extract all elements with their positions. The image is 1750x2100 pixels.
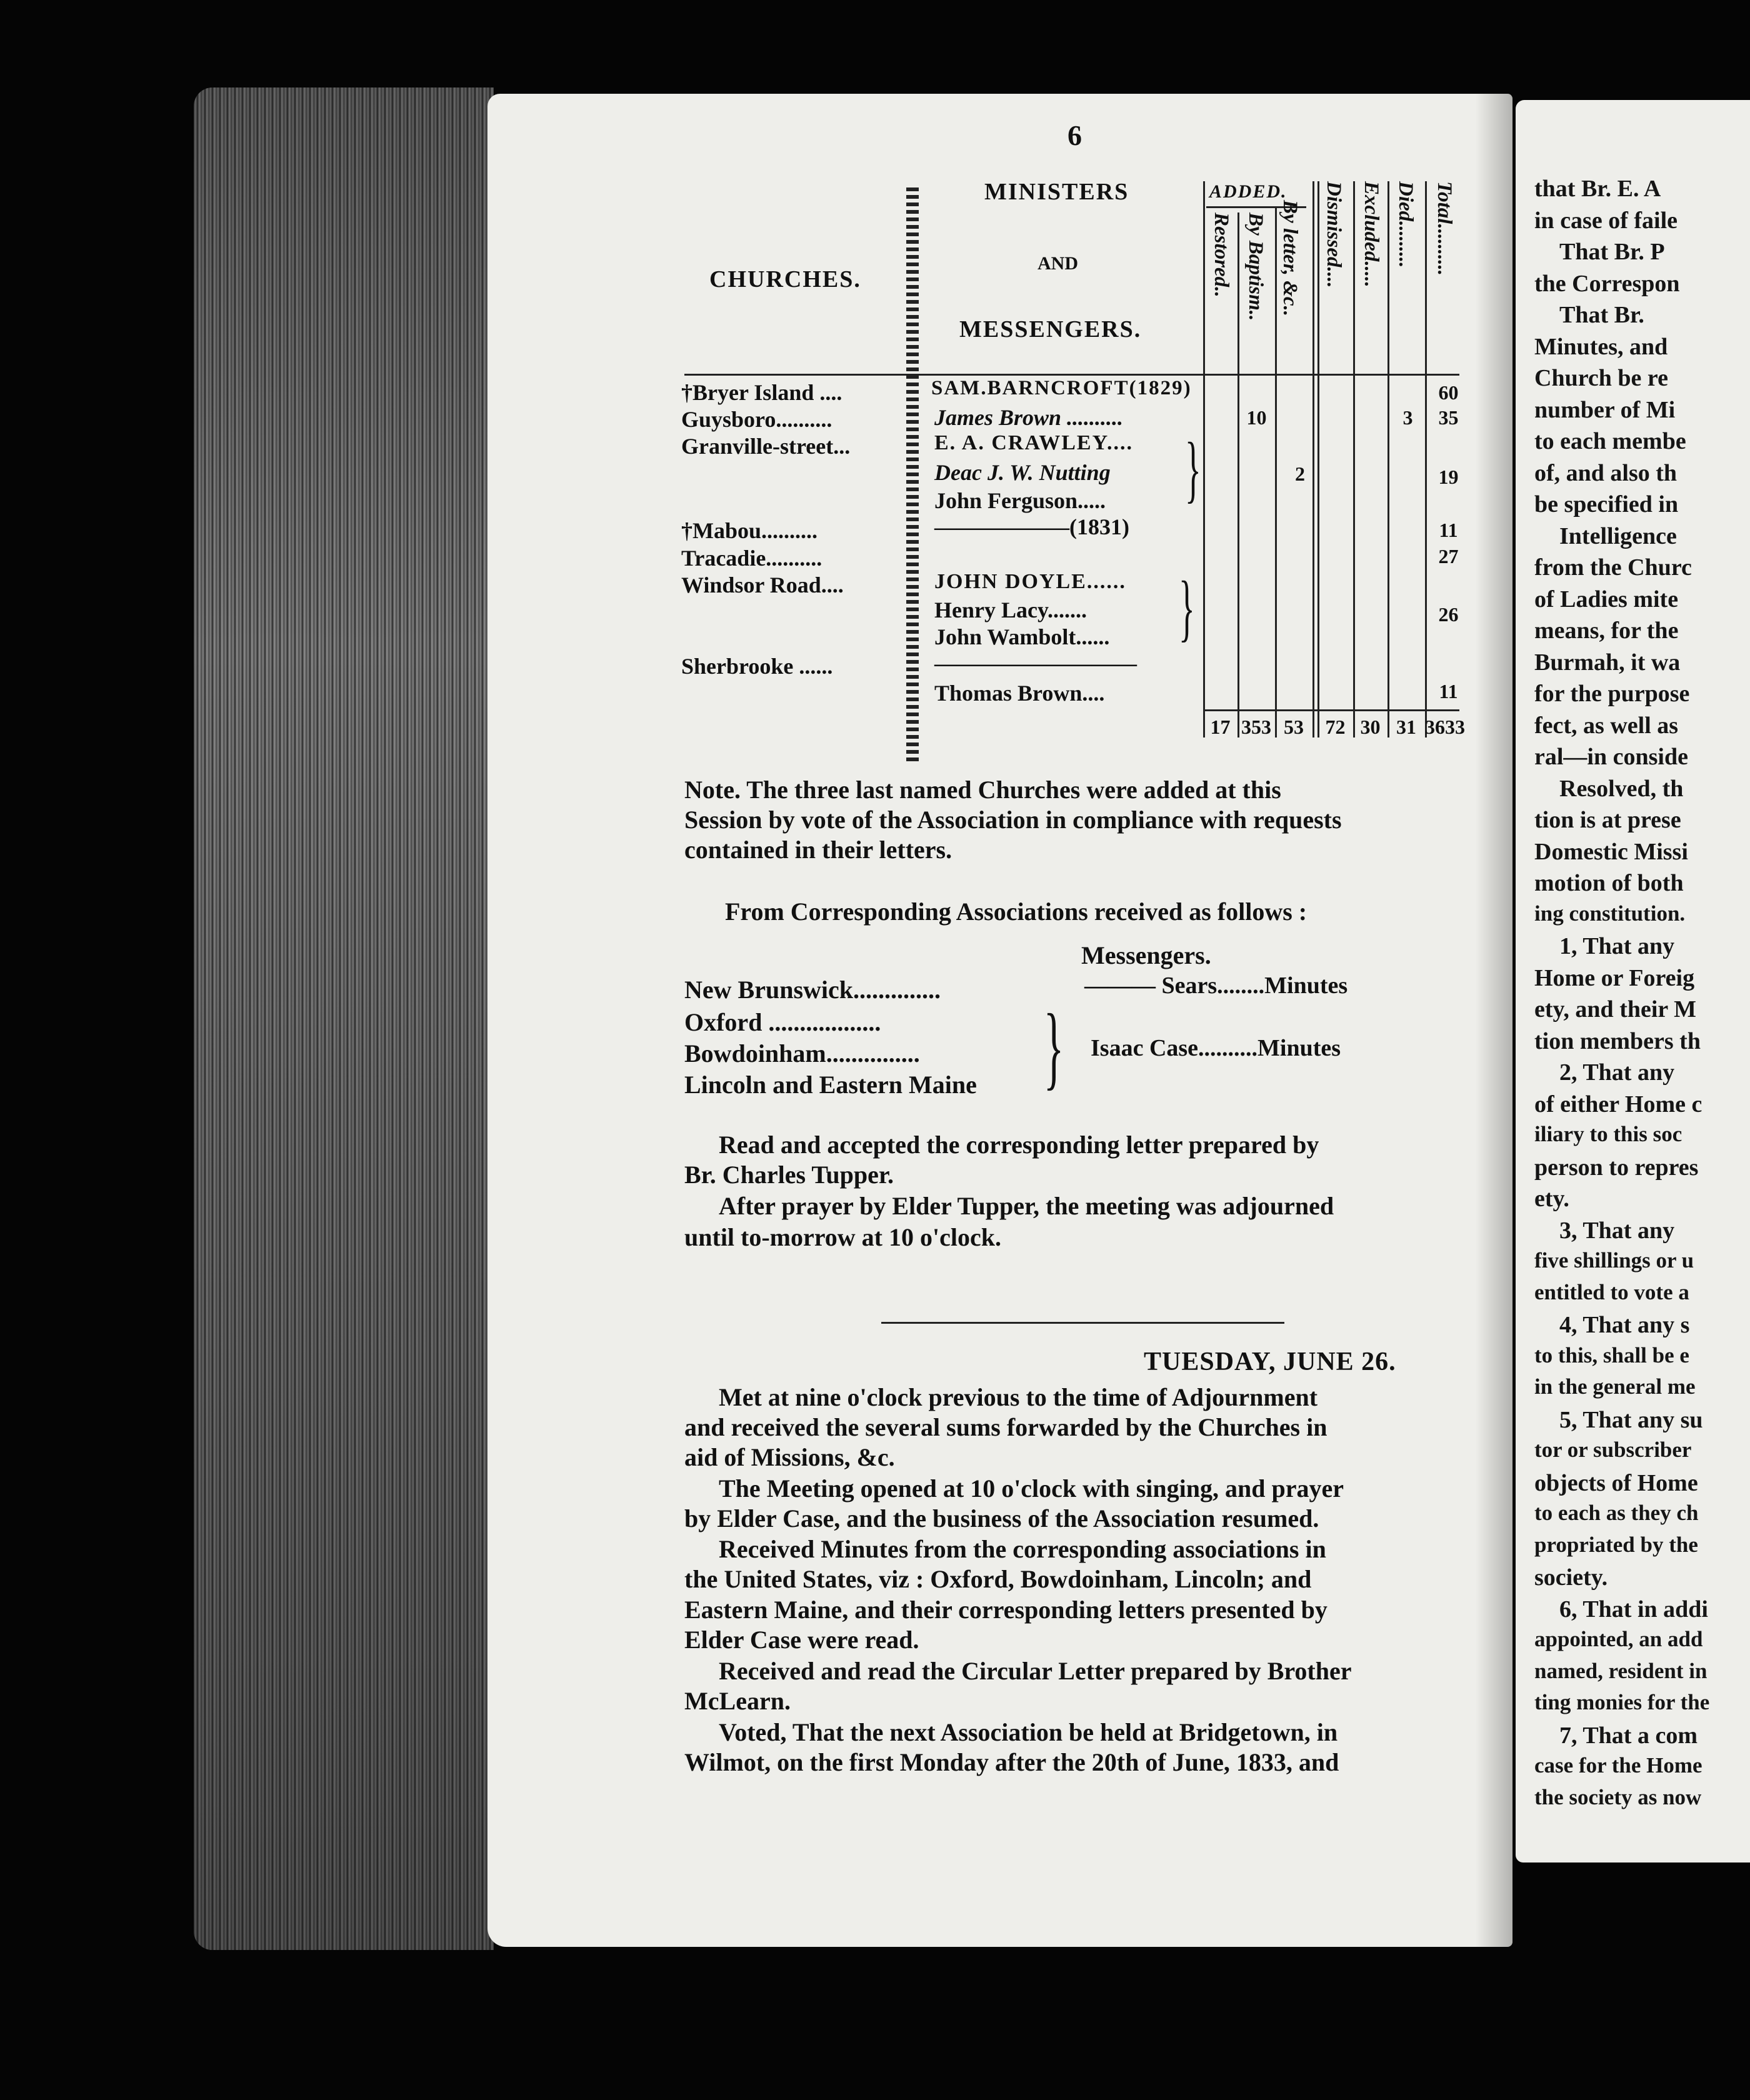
association-name: Bowdoinham............... [684, 1039, 920, 1068]
total-excluded: 30 [1360, 716, 1381, 738]
table-row-church: †Bryer Island .... [681, 380, 842, 405]
right-page-line: means, for the [1534, 618, 1679, 644]
right-page-line: number of Mi [1534, 396, 1676, 423]
total-header: Total.......... [1433, 181, 1456, 276]
row-brace: } [1178, 566, 1195, 649]
table-row-church: Sherbrooke ...... [681, 654, 833, 679]
right-page-line: the society as now [1534, 1784, 1702, 1809]
right-page-line: ting monies for the [1534, 1690, 1710, 1714]
total-baptism: 353 [1241, 716, 1271, 738]
totals-rule [1203, 709, 1459, 711]
paragraph-line: Br. Charles Tupper. [684, 1161, 894, 1189]
col-rule [1388, 181, 1389, 738]
page-number: 6 [1068, 119, 1082, 151]
col-rule [1318, 181, 1319, 738]
right-page-line: from the Churc [1534, 554, 1692, 581]
paragraph-line: Eastern Maine, and their corresponding letters presented by [684, 1596, 1328, 1624]
paragraph-line: Voted, That the next Association be held at Bridgetown, in [719, 1718, 1338, 1746]
table-row-baptism: 10 [1246, 406, 1267, 429]
right-page-line: Intelligence [1559, 522, 1677, 549]
table-row-minister: John Wambolt...... [934, 624, 1110, 649]
table-row-minister: James Brown .......... [934, 405, 1124, 430]
right-page-line: to each as they ch [1534, 1501, 1699, 1525]
paragraph-line: aid of Missions, &c. [684, 1443, 895, 1471]
paragraph-line: Met at nine o'clock previous to the time of Adjournment [719, 1383, 1318, 1411]
right-page-line: entitled to vote a [1534, 1279, 1689, 1304]
paragraph-line: Received Minutes from the corresponding associations in [719, 1535, 1326, 1563]
right-page [1516, 100, 1750, 1862]
added-header: ADDED. [1209, 181, 1288, 202]
right-page-line: case for the Home [1534, 1753, 1702, 1778]
note-line: contained in their letters. [684, 836, 952, 864]
table-row-minister: SAM.BARNCROFT(1829) [931, 377, 1192, 399]
dismissed-header: Dismissed.... [1322, 181, 1345, 288]
col-rule [1238, 212, 1239, 738]
column-divider-wavy [906, 188, 919, 762]
right-page-line: 2, That any [1559, 1059, 1675, 1086]
by-letter-header: By letter, &c.. [1279, 200, 1301, 317]
right-page-line: objects of Home [1534, 1469, 1698, 1496]
restored-header: Restored.. [1210, 212, 1232, 298]
right-page-line: That Br. [1559, 302, 1644, 328]
right-page-line: propriated by the [1534, 1532, 1698, 1557]
total-died: 31 [1396, 716, 1416, 738]
right-page-line: Resolved, th [1559, 775, 1684, 802]
right-page-line: 4, That any s [1559, 1312, 1690, 1338]
association-name: New Brunswick.............. [684, 976, 941, 1004]
paragraph-line: After prayer by Elder Tupper, the meeting was adjourned [719, 1192, 1334, 1220]
paragraph-line: the United States, viz : Oxford, Bowdoinham, Lincoln; and [684, 1565, 1312, 1593]
right-page-line: motion of both [1534, 870, 1684, 896]
table-row-minister: Thomas Brown.... [934, 681, 1105, 706]
right-page-line: tor or subscriber [1534, 1438, 1692, 1462]
right-page-line: iliary to this soc [1534, 1122, 1682, 1146]
right-page-line: named, resident in [1534, 1658, 1708, 1683]
col-rule [1203, 181, 1205, 738]
by-baptism-header: By Baptism.. [1244, 212, 1267, 321]
association-name: Lincoln and Eastern Maine [684, 1071, 977, 1099]
right-page-line: of Ladies mite [1534, 586, 1679, 612]
table-row-total: 11 [1439, 519, 1458, 541]
total-dismissed: 72 [1325, 716, 1346, 738]
died-header: Died......... [1394, 181, 1417, 268]
col-rule [1425, 181, 1427, 738]
paragraph-line: Wilmot, on the first Monday after the 20th of June, 1833, and [684, 1748, 1339, 1776]
note-line: Note. The three last named Churches were added at this [684, 776, 1281, 804]
total-grand: 3633 [1425, 716, 1465, 738]
paragraph-line: until to-morrow at 10 o'clock. [684, 1223, 1001, 1251]
paragraph-line: and received the several sums forwarded by the Churches in [684, 1413, 1328, 1441]
table-row-minister: ——————(1831) [934, 514, 1129, 539]
right-page-line: 5, That any su [1559, 1406, 1703, 1433]
association-messenger: ——— Sears........Minutes [1084, 972, 1348, 999]
table-row-church: Windsor Road.... [681, 572, 844, 598]
ministers-header: MINISTERS [984, 179, 1129, 205]
messengers-header: MESSENGERS. [959, 316, 1142, 342]
table-row-church: Tracadie.......... [681, 546, 822, 571]
note-line: Session by vote of the Association in compliance with requests [684, 806, 1342, 834]
paragraph-line: The Meeting opened at 10 o'clock with singing, and prayer [719, 1474, 1344, 1502]
right-page-line: Burmah, it wa [1534, 649, 1681, 676]
right-page-line: to this, shall be e [1534, 1342, 1689, 1368]
right-page-line: Minutes, and [1534, 333, 1668, 360]
right-page-line: 3, That any [1559, 1217, 1675, 1244]
right-page-line: Domestic Missi [1534, 838, 1688, 865]
table-row-minister: ————————— [934, 651, 1137, 676]
excluded-header: Excluded..... [1360, 181, 1382, 288]
right-page-line: Home or Foreig [1534, 964, 1695, 991]
right-page-line: fect, as well as [1534, 712, 1679, 739]
table-row-died: 3 [1402, 406, 1413, 429]
association-name: Oxford .................. [684, 1008, 881, 1036]
paragraph-line: by Elder Case, and the business of the Association resumed. [684, 1504, 1319, 1532]
header-rule [684, 374, 1459, 376]
table-row-total: 11 [1439, 680, 1458, 702]
right-page-line: the Correspon [1534, 270, 1680, 297]
table-row-church: †Mabou.......... [681, 518, 818, 543]
right-page-line: society. [1534, 1564, 1608, 1591]
right-page-line: tion members th [1534, 1028, 1701, 1054]
paragraph-line: Elder Case were read. [684, 1626, 919, 1654]
col-rule [1312, 181, 1314, 738]
table-row-minister: Henry Lacy....... [934, 598, 1087, 622]
right-page-line: 7, That a com [1559, 1722, 1698, 1749]
right-page-line: be specified in [1534, 491, 1679, 518]
table-row-letter: 2 [1295, 462, 1305, 485]
col-rule [1353, 181, 1355, 738]
col-rule [1275, 206, 1277, 738]
right-page-line: ral—in conside [1534, 744, 1688, 770]
table-row-minister: E. A. CRAWLEY.... [934, 431, 1134, 454]
association-messenger: Isaac Case..........Minutes [1091, 1035, 1341, 1061]
right-page-line: for the purpose [1534, 681, 1690, 707]
right-page-line: in the general me [1534, 1374, 1696, 1399]
paragraph-line: Read and accepted the corresponding letter prepared by [719, 1131, 1319, 1159]
association-brace: } [1043, 995, 1064, 1099]
total-restored: 17 [1210, 716, 1231, 738]
right-page-line: ety, and their M [1534, 996, 1696, 1022]
and-header: AND [1038, 253, 1078, 274]
table-row-total: 27 [1438, 545, 1459, 568]
right-page-line: to each membe [1534, 428, 1686, 454]
messengers-heading: Messengers. [1081, 941, 1211, 969]
paragraph-line: McLearn. [684, 1687, 791, 1715]
corresponding-intro: From Corresponding Associations received as follows : [725, 898, 1308, 926]
table-row-minister: John Ferguson..... [934, 488, 1106, 513]
right-page-line: in case of faile [1534, 207, 1678, 234]
right-page-line: of, and also th [1534, 459, 1678, 486]
right-page-line: 6, That in addi [1559, 1596, 1708, 1622]
table-row-total: 60 [1438, 381, 1459, 404]
right-page-line: that Br. E. A [1534, 176, 1661, 202]
right-page-line: 1, That any [1559, 933, 1675, 959]
right-page-line: tion is at prese [1534, 807, 1681, 833]
right-page-line: That Br. P [1559, 239, 1665, 265]
right-page-line: ing constitution. [1534, 901, 1686, 926]
right-page-line: person to repres [1534, 1154, 1699, 1181]
total-letter: 53 [1284, 716, 1304, 738]
table-row-church: Guysboro.......... [681, 407, 832, 432]
right-page-line: appointed, an add [1534, 1627, 1703, 1651]
right-page-line: of either Home c [1534, 1091, 1702, 1118]
table-row-total: 26 [1438, 603, 1459, 626]
churches-header: CHURCHES. [709, 266, 861, 292]
day-heading: TUESDAY, JUNE 26. [1144, 1348, 1396, 1376]
table-row-total: 35 [1438, 406, 1459, 429]
right-page-line: Church be re [1534, 365, 1668, 391]
paragraph-line: Received and read the Circular Letter prepared by Brother [719, 1657, 1352, 1685]
table-row-minister: JOHN DOYLE...... [934, 570, 1126, 593]
table-row-church: Granville-street... [681, 434, 851, 459]
section-rule [881, 1322, 1284, 1324]
table-row-total: 19 [1438, 466, 1459, 488]
table-row-minister: Deac J. W. Nutting [934, 460, 1111, 485]
row-brace: } [1184, 427, 1201, 510]
right-page-line: ety. [1534, 1186, 1569, 1212]
book-edge-shadow [194, 88, 494, 1950]
right-page-line: five shillings or u [1534, 1248, 1694, 1272]
